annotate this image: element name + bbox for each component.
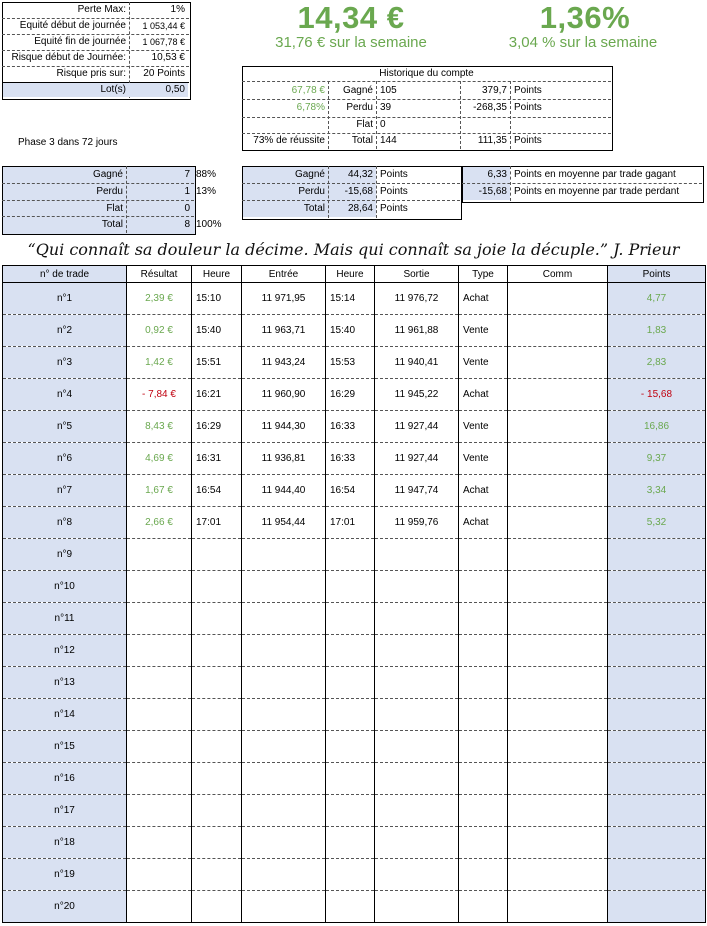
- trade-exit-price-cell[interactable]: [375, 603, 459, 635]
- perte-max-value[interactable]: 1%: [170, 4, 185, 15]
- trade-number-cell: n°5: [3, 411, 127, 443]
- trade-type-cell[interactable]: [459, 603, 508, 635]
- day-total-count: 8: [184, 219, 190, 230]
- trade-exit-time-cell[interactable]: [326, 763, 375, 795]
- historique-total-points: 111,35: [477, 135, 507, 146]
- trade-entry-time-cell[interactable]: [192, 667, 242, 699]
- trade-points-cell: [608, 635, 706, 667]
- trade-row: [3, 635, 706, 667]
- trade-exit-price-cell[interactable]: 11 945,22: [375, 379, 459, 411]
- trade-entry-time-cell[interactable]: 16:29: [192, 411, 242, 443]
- trade-points-cell: [608, 859, 706, 891]
- trade-type-cell[interactable]: [459, 667, 508, 699]
- trade-type-cell[interactable]: [459, 699, 508, 731]
- trade-entry-price-cell[interactable]: 11 954,44: [242, 507, 326, 539]
- trade-row: [3, 827, 706, 859]
- historique-gagne-count: 105: [380, 85, 397, 96]
- trade-entry-time-cell[interactable]: [192, 731, 242, 763]
- trade-entry-time-cell[interactable]: 16:31: [192, 443, 242, 475]
- historique-total-label: Total: [351, 135, 373, 146]
- trade-exit-price-cell[interactable]: 11 927,44: [375, 443, 459, 475]
- trade-exit-price-cell[interactable]: [375, 699, 459, 731]
- trade-row: [3, 699, 706, 731]
- day-points-gagne-label: Gagné: [294, 169, 325, 180]
- trade-entry-price-cell[interactable]: 11 971,95: [242, 283, 326, 315]
- trade-row: [3, 315, 706, 347]
- trade-exit-price-cell[interactable]: 11 961,88: [375, 315, 459, 347]
- trade-number-cell: n°3: [3, 347, 127, 379]
- trade-exit-time-cell[interactable]: [326, 699, 375, 731]
- weekly-pct-value: 3,04 % sur la semaine: [508, 34, 658, 51]
- equite-debut-value[interactable]: 1 053,44 €: [142, 21, 185, 31]
- trade-exit-time-cell[interactable]: 16:29: [326, 379, 375, 411]
- perte-max-label: Perte Max:: [77, 4, 126, 15]
- trade-entry-time-cell[interactable]: [192, 635, 242, 667]
- trade-points-cell: [608, 699, 706, 731]
- risque-pris-label: Risque pris sur:: [56, 68, 126, 79]
- trade-type-cell[interactable]: [459, 731, 508, 763]
- trade-comm-cell[interactable]: [508, 667, 608, 699]
- trade-row: [3, 379, 706, 411]
- trade-result-cell[interactable]: [127, 539, 192, 571]
- trade-type-cell[interactable]: Vente: [459, 443, 508, 475]
- col-header-heure-entree: Heure: [192, 266, 242, 283]
- trade-exit-price-cell[interactable]: 11 927,44: [375, 411, 459, 443]
- col-header-trade: n° de trade: [3, 266, 127, 283]
- trade-row: [3, 347, 706, 379]
- trade-result-cell[interactable]: - 7,84 €: [127, 379, 192, 411]
- trade-exit-time-cell[interactable]: 15:53: [326, 347, 375, 379]
- trade-type-cell[interactable]: [459, 571, 508, 603]
- trade-entry-price-cell[interactable]: 11 943,24: [242, 347, 326, 379]
- trade-number-cell: n°9: [3, 539, 127, 571]
- trade-comm-cell[interactable]: [508, 731, 608, 763]
- trade-number-cell: n°14: [3, 699, 127, 731]
- trade-comm-cell[interactable]: [508, 283, 608, 315]
- daily-pct-value: 1,36%: [539, 0, 631, 35]
- trade-points-cell: [608, 667, 706, 699]
- trade-entry-price-cell[interactable]: 11 944,30: [242, 411, 326, 443]
- trade-result-cell[interactable]: 8,43 €: [127, 411, 192, 443]
- trade-number-cell: n°17: [3, 795, 127, 827]
- trade-type-cell[interactable]: [459, 891, 508, 923]
- trade-points-cell: 1,83: [608, 315, 706, 347]
- trade-comm-cell[interactable]: [508, 571, 608, 603]
- trade-exit-price-cell[interactable]: [375, 731, 459, 763]
- trade-type-cell[interactable]: [459, 827, 508, 859]
- trade-exit-price-cell[interactable]: [375, 859, 459, 891]
- day-gagne-pct: 88%: [196, 169, 217, 180]
- trade-exit-price-cell[interactable]: 11 959,76: [375, 507, 459, 539]
- trade-result-cell[interactable]: 2,39 €: [127, 283, 192, 315]
- trades-header-row: [3, 266, 706, 283]
- trade-exit-time-cell[interactable]: [326, 795, 375, 827]
- trade-entry-time-cell[interactable]: [192, 603, 242, 635]
- trade-exit-price-cell[interactable]: [375, 795, 459, 827]
- trade-points-cell: [608, 795, 706, 827]
- trade-points-cell: 5,32: [608, 507, 706, 539]
- day-perdu-label: Perdu: [96, 186, 123, 197]
- trade-points-cell: [608, 827, 706, 859]
- trade-entry-time-cell[interactable]: 16:54: [192, 475, 242, 507]
- trade-type-cell[interactable]: Achat: [459, 475, 508, 507]
- trade-result-cell[interactable]: 1,42 €: [127, 347, 192, 379]
- trade-exit-price-cell[interactable]: 11 940,41: [375, 347, 459, 379]
- trade-row: [3, 731, 706, 763]
- trade-comm-cell[interactable]: [508, 827, 608, 859]
- trade-points-cell: [608, 891, 706, 923]
- trade-comm-cell[interactable]: [508, 635, 608, 667]
- trade-result-cell[interactable]: [127, 731, 192, 763]
- trade-row: [3, 411, 706, 443]
- trade-entry-price-cell[interactable]: 11 963,71: [242, 315, 326, 347]
- trade-number-cell: n°12: [3, 635, 127, 667]
- trade-exit-time-cell[interactable]: [326, 731, 375, 763]
- trade-number-cell: n°10: [3, 571, 127, 603]
- col-header-type: Type: [459, 266, 508, 283]
- trade-exit-time-cell[interactable]: [326, 603, 375, 635]
- trade-result-cell[interactable]: 2,66 €: [127, 507, 192, 539]
- trade-entry-price-cell[interactable]: [242, 571, 326, 603]
- avg-loss-label: Points en moyenne par trade perdant: [514, 186, 680, 197]
- avg-loss-value: -15,68: [478, 186, 507, 197]
- trade-exit-time-cell[interactable]: [326, 859, 375, 891]
- trade-row: [3, 539, 706, 571]
- trade-result-cell[interactable]: [127, 635, 192, 667]
- trades-table: [2, 265, 706, 923]
- trade-number-cell: n°4: [3, 379, 127, 411]
- col-header-sortie: Sortie: [375, 266, 459, 283]
- trade-exit-time-cell[interactable]: [326, 827, 375, 859]
- trade-points-cell: 3,34: [608, 475, 706, 507]
- trade-row: [3, 891, 706, 923]
- historique-title: Historique du compte: [379, 68, 474, 79]
- trade-type-cell[interactable]: [459, 539, 508, 571]
- trade-entry-time-cell[interactable]: [192, 763, 242, 795]
- trade-exit-price-cell[interactable]: 11 947,74: [375, 475, 459, 507]
- trade-result-cell[interactable]: [127, 859, 192, 891]
- trade-number-cell: n°1: [3, 283, 127, 315]
- trade-number-cell: n°6: [3, 443, 127, 475]
- historique-perdu-unit: Points: [514, 102, 542, 113]
- trade-number-cell: n°8: [3, 507, 127, 539]
- trade-exit-time-cell[interactable]: [326, 539, 375, 571]
- col-header-points: Points: [608, 266, 706, 283]
- trade-comm-cell[interactable]: [508, 507, 608, 539]
- trade-points-cell: [608, 571, 706, 603]
- trade-entry-price-cell[interactable]: [242, 891, 326, 923]
- day-total-label: Total: [101, 219, 123, 230]
- trade-exit-time-cell[interactable]: 17:01: [326, 507, 375, 539]
- trade-comm-cell[interactable]: [508, 443, 608, 475]
- trade-type-cell[interactable]: Vente: [459, 411, 508, 443]
- trade-entry-price-cell[interactable]: [242, 539, 326, 571]
- trade-number-cell: n°11: [3, 603, 127, 635]
- trade-points-cell: [608, 763, 706, 795]
- trade-number-cell: n°15: [3, 731, 127, 763]
- trade-points-cell: [608, 539, 706, 571]
- day-flat-count: 0: [184, 203, 190, 214]
- trade-exit-price-cell[interactable]: [375, 667, 459, 699]
- trade-comm-cell[interactable]: [508, 859, 608, 891]
- trade-entry-time-cell[interactable]: 15:51: [192, 347, 242, 379]
- day-points-total-label: Total: [303, 203, 325, 214]
- trade-entry-time-cell[interactable]: [192, 891, 242, 923]
- trade-entry-price-cell[interactable]: [242, 763, 326, 795]
- trade-exit-time-cell[interactable]: 15:14: [326, 283, 375, 315]
- avg-win-label: Points en moyenne par trade gagant: [514, 169, 676, 180]
- daily-gain-value: 14,34 €: [297, 0, 405, 35]
- trade-entry-price-cell[interactable]: [242, 731, 326, 763]
- phase-text: Phase 3 dans 72 jours: [18, 137, 118, 148]
- historique-perdu-points: -268,35: [473, 102, 507, 113]
- trade-entry-price-cell[interactable]: [242, 635, 326, 667]
- col-header-resultat: Résultat: [127, 266, 192, 283]
- trade-comm-cell[interactable]: [508, 763, 608, 795]
- trade-comm-cell[interactable]: [508, 315, 608, 347]
- historique-total-count: 144: [380, 135, 397, 146]
- trade-exit-price-cell[interactable]: 11 976,72: [375, 283, 459, 315]
- trade-result-cell[interactable]: [127, 763, 192, 795]
- day-gagne-label: Gagné: [92, 169, 123, 180]
- trade-exit-time-cell[interactable]: 16:54: [326, 475, 375, 507]
- trade-number-cell: n°13: [3, 667, 127, 699]
- trade-exit-price-cell[interactable]: [375, 539, 459, 571]
- risque-debut-value[interactable]: 10,53 €: [151, 52, 185, 63]
- trade-number-cell: n°20: [3, 891, 127, 923]
- trade-result-cell[interactable]: [127, 603, 192, 635]
- day-flat-label: Flat: [106, 203, 123, 214]
- trade-entry-price-cell[interactable]: [242, 699, 326, 731]
- trade-entry-price-cell[interactable]: 11 944,40: [242, 475, 326, 507]
- trade-row: [3, 795, 706, 827]
- trade-row: [3, 507, 706, 539]
- trade-points-cell: 16,86: [608, 411, 706, 443]
- trade-entry-time-cell[interactable]: [192, 827, 242, 859]
- col-header-entree: Entrée: [242, 266, 326, 283]
- trade-type-cell[interactable]: [459, 859, 508, 891]
- trade-entry-price-cell[interactable]: 11 960,90: [242, 379, 326, 411]
- trade-exit-time-cell[interactable]: [326, 635, 375, 667]
- day-perdu-count: 1: [184, 186, 190, 197]
- trade-number-cell: n°16: [3, 763, 127, 795]
- historique-amount: 67,78 €: [291, 85, 325, 96]
- trade-row: [3, 763, 706, 795]
- day-points-perdu: -15,68: [344, 186, 373, 197]
- trade-comm-cell[interactable]: [508, 411, 608, 443]
- trade-result-cell[interactable]: [127, 827, 192, 859]
- trade-entry-time-cell[interactable]: [192, 859, 242, 891]
- trade-result-cell[interactable]: [127, 571, 192, 603]
- trade-points-cell: 4,77: [608, 283, 706, 315]
- trade-row: [3, 475, 706, 507]
- trade-result-cell[interactable]: [127, 891, 192, 923]
- trade-entry-time-cell[interactable]: 16:21: [192, 379, 242, 411]
- trade-entry-time-cell[interactable]: 15:40: [192, 315, 242, 347]
- trade-comm-cell[interactable]: [508, 603, 608, 635]
- historique-pct: 6,78%: [296, 102, 325, 113]
- equite-fin-value[interactable]: 1 067,78 €: [142, 37, 185, 47]
- trade-row: [3, 859, 706, 891]
- trade-points-cell: - 15,68: [608, 379, 706, 411]
- historique-total-unit: Points: [514, 135, 542, 146]
- trade-comm-cell[interactable]: [508, 795, 608, 827]
- trade-number-cell: n°7: [3, 475, 127, 507]
- trade-entry-time-cell[interactable]: 15:10: [192, 283, 242, 315]
- trade-exit-price-cell[interactable]: [375, 571, 459, 603]
- trade-result-cell[interactable]: [127, 795, 192, 827]
- day-points-total: 28,64: [347, 203, 373, 214]
- risque-debut-label: Risque début de Journée:: [11, 52, 126, 63]
- historique-perdu-label: Perdu: [346, 102, 373, 113]
- trade-entry-time-cell[interactable]: [192, 571, 242, 603]
- avg-win-value: 6,33: [487, 169, 507, 180]
- trade-type-cell[interactable]: [459, 795, 508, 827]
- trade-result-cell[interactable]: 4,69 €: [127, 443, 192, 475]
- trade-entry-price-cell[interactable]: [242, 795, 326, 827]
- trade-type-cell[interactable]: Vente: [459, 315, 508, 347]
- trade-points-cell: 9,37: [608, 443, 706, 475]
- trade-result-cell[interactable]: 1,67 €: [127, 475, 192, 507]
- col-header-comm: Comm: [508, 266, 608, 283]
- day-points-gagne: 44,32: [347, 169, 373, 180]
- trade-result-cell[interactable]: [127, 699, 192, 731]
- trade-entry-price-cell[interactable]: [242, 827, 326, 859]
- trade-type-cell[interactable]: [459, 763, 508, 795]
- trade-points-cell: 2,83: [608, 347, 706, 379]
- trade-entry-time-cell[interactable]: [192, 795, 242, 827]
- trade-exit-time-cell[interactable]: 16:33: [326, 443, 375, 475]
- trade-type-cell[interactable]: Achat: [459, 283, 508, 315]
- trade-exit-time-cell[interactable]: [326, 667, 375, 699]
- trade-type-cell[interactable]: Achat: [459, 379, 508, 411]
- historique-flat-label: Flat: [356, 119, 373, 130]
- trade-entry-time-cell[interactable]: [192, 699, 242, 731]
- trade-exit-time-cell[interactable]: [326, 891, 375, 923]
- day-total-pct: 100%: [196, 219, 222, 230]
- trade-entry-time-cell[interactable]: [192, 539, 242, 571]
- trade-number-cell: n°2: [3, 315, 127, 347]
- trade-comm-cell[interactable]: [508, 475, 608, 507]
- trade-exit-price-cell[interactable]: [375, 827, 459, 859]
- trade-number-cell: n°18: [3, 827, 127, 859]
- day-points-perdu-unit: Points: [380, 186, 408, 197]
- trade-type-cell[interactable]: Vente: [459, 347, 508, 379]
- trade-entry-price-cell[interactable]: 11 936,81: [242, 443, 326, 475]
- trade-entry-time-cell[interactable]: 17:01: [192, 507, 242, 539]
- trade-row: [3, 603, 706, 635]
- trade-exit-price-cell[interactable]: [375, 891, 459, 923]
- trade-points-cell: [608, 603, 706, 635]
- trade-number-cell: n°19: [3, 859, 127, 891]
- lots-label: Lot(s): [100, 84, 126, 95]
- equite-fin-label: Equité fin de journée: [34, 36, 126, 47]
- historique-perdu-count: 39: [380, 102, 392, 113]
- trade-exit-price-cell[interactable]: [375, 763, 459, 795]
- trade-comm-cell[interactable]: [508, 379, 608, 411]
- trade-row: [3, 443, 706, 475]
- trade-comm-cell[interactable]: [508, 891, 608, 923]
- lots-value[interactable]: 0,50: [165, 84, 185, 95]
- quote-text: “Qui connaît sa douleur la décime. Mais qui connaît sa joie la décuple.” J. Prieur: [27, 240, 680, 259]
- trade-row: [3, 667, 706, 699]
- day-perdu-pct: 13%: [196, 186, 217, 197]
- trade-entry-price-cell[interactable]: [242, 667, 326, 699]
- trade-type-cell[interactable]: [459, 635, 508, 667]
- risque-pris-value[interactable]: 20 Points: [143, 68, 185, 79]
- trade-exit-time-cell[interactable]: [326, 571, 375, 603]
- trade-exit-time-cell[interactable]: 16:33: [326, 411, 375, 443]
- trade-result-cell[interactable]: [127, 667, 192, 699]
- trade-entry-price-cell[interactable]: [242, 859, 326, 891]
- day-points-total-unit: Points: [380, 203, 408, 214]
- trade-result-cell[interactable]: 0,92 €: [127, 315, 192, 347]
- historique-flat-count: 0: [380, 119, 386, 130]
- col-header-heure-sortie: Heure: [326, 266, 375, 283]
- day-points-gagne-unit: Points: [380, 169, 408, 180]
- weekly-gain-value: 31,76 € sur la semaine: [275, 34, 427, 51]
- historique-gagne-points: 379,7: [481, 85, 507, 96]
- equite-debut-label: Equité début de journée: [19, 20, 126, 31]
- historique-reussite: 73% de réussite: [253, 135, 325, 146]
- day-gagne-count: 7: [184, 169, 190, 180]
- trade-points-cell: [608, 731, 706, 763]
- trade-row: [3, 283, 706, 315]
- trade-type-cell[interactable]: Achat: [459, 507, 508, 539]
- trade-comm-cell[interactable]: [508, 699, 608, 731]
- trade-comm-cell[interactable]: [508, 347, 608, 379]
- trade-row: [3, 571, 706, 603]
- trade-comm-cell[interactable]: [508, 539, 608, 571]
- trade-entry-price-cell[interactable]: [242, 603, 326, 635]
- day-points-perdu-label: Perdu: [298, 186, 325, 197]
- historique-gagne-unit: Points: [514, 85, 542, 96]
- historique-gagne-label: Gagné: [342, 85, 373, 96]
- trade-exit-price-cell[interactable]: [375, 635, 459, 667]
- trade-exit-time-cell[interactable]: 15:40: [326, 315, 375, 347]
